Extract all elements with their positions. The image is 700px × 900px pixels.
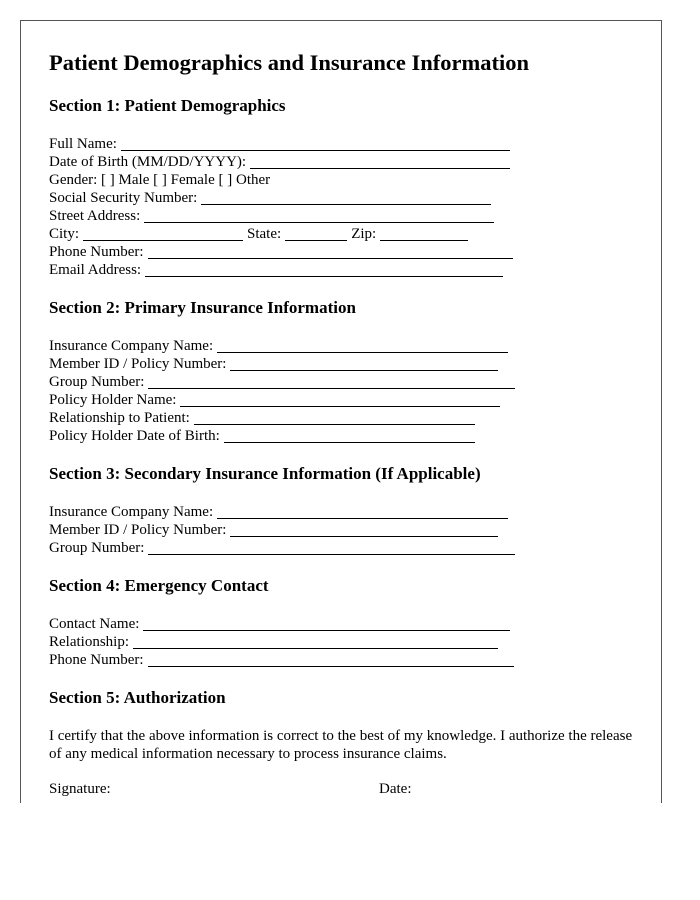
blank-line[interactable] <box>148 540 515 555</box>
city-blank[interactable] <box>83 226 243 241</box>
field-label: Email Address: <box>49 262 142 278</box>
secondary-member-id-field[interactable] <box>49 521 498 539</box>
secondary-group-number-field[interactable] <box>49 539 515 557</box>
date-label: Date: <box>379 781 412 797</box>
field-label: Relationship: <box>49 634 129 650</box>
document-page <box>20 20 662 803</box>
contact-name-field[interactable] <box>49 615 510 633</box>
form-content <box>49 49 639 798</box>
section-1-heading: Section 1: Patient Demographics <box>49 96 286 115</box>
group-number-field[interactable] <box>49 373 515 391</box>
field-label: Group Number: <box>49 374 145 390</box>
blank-line[interactable] <box>148 374 515 389</box>
relationship-field[interactable] <box>49 409 475 427</box>
blank-line[interactable] <box>180 392 500 407</box>
contact-phone-field[interactable] <box>49 651 514 669</box>
blank-line[interactable] <box>143 616 510 631</box>
blank-line[interactable] <box>250 154 510 169</box>
email-field[interactable] <box>49 261 503 279</box>
blank-line[interactable] <box>230 356 498 371</box>
section-3-heading: Section 3: Secondary Insurance Information (If Applicable) <box>49 464 481 483</box>
field-label: Contact Name: <box>49 616 140 632</box>
full-name-field[interactable] <box>49 135 510 153</box>
blank-line[interactable] <box>133 634 498 649</box>
signature-label: Signature: <box>49 781 111 797</box>
field-label: Insurance Company Name: <box>49 504 214 520</box>
blank-line[interactable] <box>145 262 503 277</box>
blank-line[interactable] <box>230 522 498 537</box>
field-label: Phone Number: <box>49 244 144 260</box>
blank-line[interactable] <box>194 410 475 425</box>
policy-holder-name-field[interactable] <box>49 391 500 409</box>
field-label: Relationship to Patient: <box>49 410 190 426</box>
blank-line[interactable] <box>217 504 508 519</box>
field-label: Member ID / Policy Number: <box>49 522 227 538</box>
state-blank[interactable] <box>285 226 347 241</box>
field-label: Full Name: <box>49 136 117 152</box>
field-label: Policy Holder Date of Birth: <box>49 428 220 444</box>
blank-line[interactable] <box>121 136 510 151</box>
field-label: Policy Holder Name: <box>49 392 177 408</box>
gender-field[interactable] <box>49 171 639 189</box>
field-label: Insurance Company Name: <box>49 338 214 354</box>
blank-line[interactable] <box>148 244 513 259</box>
section-5-heading: Section 5: Authorization <box>49 688 226 707</box>
insurance-company-field[interactable] <box>49 337 508 355</box>
city-label: City: <box>49 226 80 242</box>
section-4-heading: Section 4: Emergency Contact <box>49 576 269 595</box>
street-address-field[interactable] <box>49 207 494 225</box>
page-title: Patient Demographics and Insurance Information <box>49 50 530 75</box>
city-state-zip-field[interactable] <box>49 225 639 243</box>
policy-holder-dob-field[interactable] <box>49 427 475 445</box>
dob-field[interactable] <box>49 153 510 171</box>
secondary-insurance-company-field[interactable] <box>49 503 508 521</box>
member-id-field[interactable] <box>49 355 498 373</box>
field-label: Phone Number: <box>49 652 144 668</box>
zip-blank[interactable] <box>380 226 468 241</box>
blank-line[interactable] <box>201 190 491 205</box>
blank-line[interactable] <box>144 208 494 223</box>
signature-row[interactable] <box>49 780 639 798</box>
phone-field[interactable] <box>49 243 513 261</box>
zip-label: Zip: <box>351 226 377 242</box>
authorization-statement: I certify that the above information is correct to the best of my knowledge. I authorize the release of any medical information necessary to process insurance claims. <box>49 728 633 762</box>
ssn-field[interactable] <box>49 189 491 207</box>
blank-line[interactable] <box>217 338 508 353</box>
blank-line[interactable] <box>224 428 475 443</box>
field-label: Street Address: <box>49 208 141 224</box>
field-label: Gender: [ ] Male [ ] Female [ ] Other <box>49 172 271 188</box>
field-label: Date of Birth (MM/DD/YYYY): <box>49 154 247 170</box>
state-label: State: <box>247 226 282 242</box>
field-label: Member ID / Policy Number: <box>49 356 227 372</box>
blank-line[interactable] <box>148 652 514 667</box>
field-label: Group Number: <box>49 540 145 556</box>
field-label: Social Security Number: <box>49 190 198 206</box>
section-2-heading: Section 2: Primary Insurance Information <box>49 298 356 317</box>
contact-relationship-field[interactable] <box>49 633 498 651</box>
